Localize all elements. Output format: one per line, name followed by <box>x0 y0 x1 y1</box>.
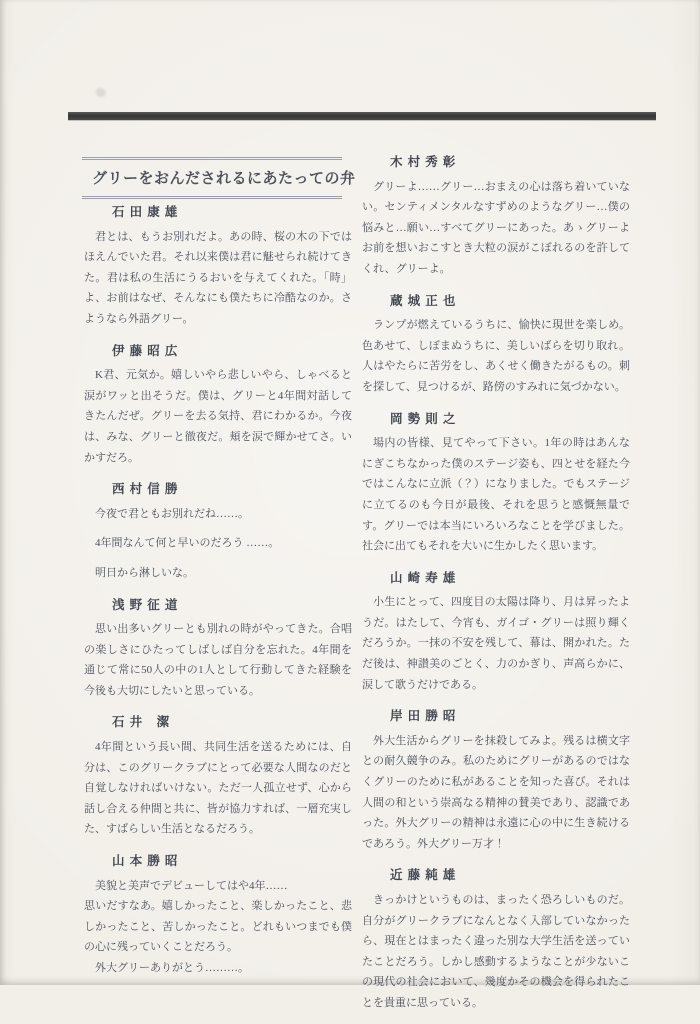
title-box <box>82 157 356 199</box>
entry-kishida <box>362 706 630 854</box>
member-name: 岡 勢 則 之 <box>390 411 457 426</box>
entry-ito <box>84 341 352 469</box>
column-left <box>84 202 352 989</box>
entry-paragraph: 場内の皆様、見てやって下さい。1年の時はあんなにぎこちなかった僕のステージ姿も、四とせを経た今ではこんなに立派（？）になりました。でもステージに立てるのも今日が最後、それを思うと感慨無量です。グリーでは本当にいろいろなことを学びました。社会に出てもそれを大いに生かしたく思います。 <box>362 437 630 553</box>
member-name: 伊 藤 昭 広 <box>112 343 179 358</box>
entry-paragraph: 美貌と美声でデビューしてはや4年…… <box>95 879 288 892</box>
column-right <box>362 152 630 1024</box>
entry-paragraph: 外大生活からグリーを抹殺してみよ。残るは横文字との耐久競争のみ。私のためにグリーがあるのではなくグリーのために私があることを知った喜び。それは人間の和という崇高なる精神の賛美であり、認識であった。外大グリーの精神は永遠に心の中に生き続けるであろう。外大グリー万才！ <box>362 734 630 850</box>
entry-nishimura <box>84 479 352 583</box>
entry-kimura <box>362 152 630 280</box>
entry-paragraph: 思いだすなあ。嬉しかったこと、楽しかったこと、悲しかったこと、苦しかったこと。どれもいつまでも僕の心に残っていくことだろう。 <box>84 900 352 954</box>
entry-paragraph: ランプが燃えているうちに、愉快に現世を楽しめ。色あせて、しぼまぬうちに、美しいばらを切り取れ。人はやたらに苦労をし、あくせく働きたがるもの。刺を探して、見つけるが、路傍のすみれに気づかない。 <box>362 319 630 393</box>
member-name: 西 村 信 勝 <box>112 482 179 497</box>
top-rule <box>68 112 656 120</box>
entry-ishida <box>84 202 352 330</box>
member-name: 石 井 潔 <box>112 715 171 730</box>
member-name: 木 村 秀 彰 <box>390 155 457 169</box>
entry-paragraph: 4年間なんて何と早いのだろう ……。 <box>95 537 280 550</box>
entry-yamamoto <box>84 851 352 979</box>
entry-paragraph: グリーよ……グリー…おまえの心は落ち着いていない。センティメンタルなすずめのようなグリー…僕の悩みと…願い…すべてグリーにあった。あゝグリーよお前を想いおこすとき大粒の涙がこぼれるのを許してくれ、グリーよ。 <box>362 180 630 275</box>
member-name: 蔵 城 正 也 <box>390 293 457 308</box>
entry-paragraph: 思い出多いグリーとも別れの時がやってきた。合唱の楽しさにひたってしばしば自分を忘れた。4年間を通じて常に50人の中の1人として行動してきた経験を今後も大切にしたいと思っている。 <box>84 623 352 697</box>
entry-paragraph: K君、元気か。嬉しいやら悲しいやら、しゃべると涙がワッと出そうだ。僕は、グリーと4年間対話してきたんだぜ。グリーを去る気持、君にわかるか。今夜は、みな、グリーと徹夜だ。頬を涙で輝かせてさ。いかすだろ。 <box>84 369 352 464</box>
member-name: 近 藤 純 雄 <box>390 868 457 883</box>
entry-paragraph: 明日から淋しいな。 <box>95 566 194 579</box>
entry-ishii <box>84 712 352 840</box>
entry-paragraph: 君とは、もうお別れだよ。あの時、桜の木の下ではほえんでいた君。それ以来僕は君に魅せられ続けてきた。君は私の生活にうるおいを与えてくれた。「時」よ、お前はなぜ、そんなにも僕たちに冷酷なのか。さようなら外語グリー。 <box>84 230 352 325</box>
entry-kurashiro <box>362 291 630 398</box>
member-name: 岸 田 勝 昭 <box>390 709 457 724</box>
scan-smudge <box>96 88 106 97</box>
entry-okase <box>362 409 630 557</box>
entry-yamazaki <box>362 568 630 696</box>
page-title: グリーをおんだされるにあたっての弁 <box>92 171 356 187</box>
entry-paragraph: 外大グリーありがとう………。 <box>95 962 249 974</box>
entry-paragraph: きっかけというものは、まったく恐ろしいものだ。自分がグリークラブになんとなく入部していなかったら、現在とはまったく違った別な大学生活を送っていたことだろう。しかし感動するようなことが少ないこの現代の社会において、幾度かその機会を得られたことを貴重に思っている。 <box>362 894 630 1009</box>
member-name: 石 田 康 雄 <box>112 205 179 219</box>
entry-paragraph: 今夜で君ともお別れだね……。 <box>95 507 249 520</box>
entry-paragraph: 小生にとって、四度目の太陽は降り、月は昇ったようだ。はたして、今宵も、ガイゴ・グリーは照り輝くだろうか。一抹の不安を残して、幕は、開かれた。ただ後は、神讃美のごとく、力のかぎり、声高らかに、涙して歌うだけである。 <box>362 596 630 691</box>
member-name: 山 本 勝 昭 <box>112 854 179 869</box>
member-name: 山 崎 寿 雄 <box>390 570 457 585</box>
entry-kondo <box>362 865 630 1013</box>
entry-paragraph: 4年間という長い間、共同生活を送るためには、自分は、このグリークラブにとって必要な人間なのだと自覚しなければいけない。ただ一人孤立せず、心から話し合える仲間と共に、皆が協力すれば、一層充実した、すばらしい生活となるだろう。 <box>84 741 352 836</box>
member-name: 浅 野 征 道 <box>112 597 179 612</box>
entry-asano <box>84 595 352 702</box>
